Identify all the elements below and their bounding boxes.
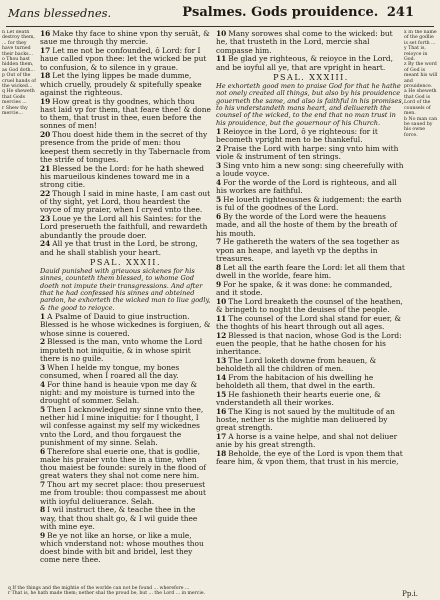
- right-text-body: [216, 30, 406, 578]
- verse-number: 17: [216, 432, 227, 442]
- verse-number: 4: [40, 379, 46, 389]
- psalm-argument: Dauid punished with grieuous sickenes for his sinnes, counteth them blessed, to whome God doeth not impute their transgressions. And after that he had confessed his sinnes and obteined pardon, he exhorteth the wicked man to liue godly, & the good to reioyce.: [40, 266, 211, 312]
- verse-text: Reioyce in the Lord, ô ye righteous: for it becometh vpright men to be thankeful.: [216, 127, 378, 145]
- verse-text: The counsel of the Lord shal stand for euer, & the thoghts of his heart through out all ages.: [216, 313, 401, 331]
- verse-number: 5: [40, 404, 46, 414]
- verse-number: 14: [216, 372, 227, 382]
- verse: [216, 238, 406, 263]
- verse-text: For the worde of the Lord is righteous, and all his workes are faithful.: [216, 178, 397, 196]
- verse-number: 5: [216, 195, 222, 205]
- footnote-line: q If the things and the mightie of the worlde can not be found ... wherefore ...: [8, 585, 190, 591]
- verse-number: 9: [40, 530, 46, 540]
- verse: [40, 364, 211, 381]
- verse-text: How great is thy goodnes, which thou hast laid vp for them, that feare thee! & done to them, that trust in thee, euen before the sonnes of men!: [40, 96, 211, 131]
- verse: [40, 481, 211, 506]
- verse: [216, 179, 406, 196]
- verse: [40, 532, 211, 565]
- verse-number: 17: [40, 46, 51, 55]
- verse: [40, 448, 211, 481]
- verse: [40, 338, 211, 363]
- verse-text: By the worde of the Lord were the heauens made, and all the hoste of them by the breath of his mouth.: [216, 212, 398, 238]
- margin-note: r Shew thy mercie...: [2, 105, 28, 117]
- verse: [40, 406, 211, 447]
- verse-text: For he spake, & it was done: he commanded, and it stode.: [216, 279, 393, 297]
- verse-text: He fashioneth their hearts euerie one, & vnderstandeth all their workes.: [216, 389, 381, 408]
- verse-number: 16: [40, 30, 51, 38]
- verse-number: 8: [216, 262, 222, 272]
- verse: [216, 264, 406, 281]
- page-number: 241: [386, 5, 414, 20]
- psalm-title: PSAL. XXXII.: [90, 257, 161, 267]
- verse-text: When I helde my tongue, my bones consumed, when I roared all the day.: [40, 362, 180, 380]
- verse-number: 15: [216, 389, 227, 399]
- running-head-left: Mans blessednes.: [8, 6, 112, 20]
- running-header: [8, 2, 432, 26]
- verse-number: 23: [40, 214, 51, 223]
- verse-text: Thou art my secret place: thou preseruest me from trouble: thou compassest me about with ioyful deliuerance. Selah.: [40, 480, 206, 506]
- verse-number: 21: [40, 163, 51, 173]
- margin-note: x In the name of the godlie is set forth ...: [404, 30, 437, 46]
- right-margin-notes: [404, 30, 438, 578]
- verse-number: 3: [216, 161, 222, 171]
- verse-text: Let all the earth feare the Lord: let all them that dwell in the worlde, feare him.: [216, 262, 405, 280]
- verse: [216, 332, 406, 357]
- verse-text: For thine hand is heauie vpon me day & night: and my moisture is turned into the drought of sommer. Selah.: [40, 379, 198, 406]
- verse-text: Beholde, the eye of the Lord is vpon them that feare him, & vpon them, that trust in his mercie,: [216, 449, 403, 467]
- verse-text: Though I said in mine haste, I am cast out of thy sight, yet Lord, thou heardest the voyce of my praier, when I cryed vnto thee.: [40, 188, 211, 215]
- verse: [216, 213, 406, 238]
- verse-text: A horse is a vaine helpe, and shal not deliuer anie by his great strength.: [216, 432, 398, 450]
- verse-number: 13: [216, 355, 227, 365]
- verse-number: 11: [216, 313, 227, 323]
- footnote-line: r That is, he hath made them; nether shal the proud be, but ... the Lord ... in mercie.: [8, 590, 205, 596]
- verse: [40, 381, 211, 406]
- verse-text: The King is not saued by the multitude of an hoste, nether is the mightie man deliuered by great strength.: [216, 406, 395, 433]
- verse-text: Blessed is that nacion, whose God is the Lord: euen the people, that he hathe chosen for his inheritance.: [216, 330, 402, 357]
- verse-number: 8: [40, 505, 46, 515]
- verse: [40, 313, 211, 338]
- verse: [216, 315, 406, 332]
- margin-note: z By the word of God is meant his will and prouidence.: [404, 62, 438, 90]
- verse-number: 9: [216, 279, 222, 289]
- verse-text: Praise the Lord with harpe: sing vnto him with viole & instrument of ten strings.: [216, 144, 399, 162]
- verse-text: Blessed is the man, vnto whome the Lord imputeth not iniquitie, & in whose spirit there is no guile.: [40, 337, 203, 363]
- header-rule: [6, 26, 434, 27]
- verse-number: 7: [40, 480, 46, 490]
- verse: [216, 128, 406, 145]
- verse-number: 10: [216, 30, 227, 38]
- verse-number: 18: [216, 449, 227, 459]
- verse-number: 16: [216, 406, 227, 416]
- verse: [40, 240, 211, 257]
- verse-number: 2: [40, 337, 46, 347]
- verse-number: 12: [216, 330, 227, 340]
- verse-text: From the habitacion of his dwelling he beholdeth all them, that dwel in the earth.: [216, 372, 376, 391]
- margin-note: b No man can be saued by his owne force.: [404, 116, 438, 138]
- verse: [216, 162, 406, 179]
- verse: [40, 30, 211, 47]
- verse-number: 6: [216, 212, 222, 222]
- verse-number: 1: [216, 127, 222, 137]
- verse-text: The Lord loketh downe from heauen, & beholdeth all the children of men.: [216, 355, 377, 374]
- verse: [40, 98, 211, 131]
- verse-number: 2: [216, 144, 222, 154]
- verse-text: Sing vnto him a new song: sing cheerefully with a loude voyce.: [216, 161, 404, 179]
- verse-text: Be ye not like an horse, or like a mule, which vnderstand not: whose mouthes thou doest binde with bit and bridel, lest they come nere thee.: [40, 530, 204, 565]
- margin-note: n Let death destroy them, ... for they have turned their backs...: [2, 30, 35, 57]
- right-column: [216, 30, 438, 578]
- verse: [216, 408, 406, 433]
- verse: [40, 165, 211, 190]
- verse: [216, 357, 406, 374]
- verse: [40, 47, 211, 72]
- verse-text: I wil instruct thee, & teache thee in the way, that thou shalt go, & I wil guide thee with mine eye.: [40, 505, 198, 531]
- verse-number: 4: [216, 178, 222, 188]
- verse-text: Loue ye the Lord all his Saintes: for the Lord preserueth the faithfull, and rewardeth abundantly the proude doer.: [40, 214, 208, 240]
- verse: [216, 391, 406, 408]
- signature-mark: Pp.i.: [402, 590, 418, 598]
- verse-number: 20: [40, 130, 51, 139]
- margin-note: y That is, reioyce in God.: [404, 46, 428, 63]
- verse-text: He gathereth the waters of the sea together as vpon an heape, and layeth vp the depths in treasures.: [216, 237, 400, 263]
- verse-number: 10: [216, 296, 227, 306]
- verse-text: Thou doest hide them in the secret of thy presence from the pride of men: thou keepest them secretly in thy Tabernacle from the strife of tongues.: [40, 130, 211, 164]
- left-column: [2, 30, 211, 578]
- verse-number: 7: [216, 237, 222, 247]
- margin-note: a He sheweth that God is Lord of the counsels of men.: [404, 89, 437, 117]
- left-text-body: [40, 30, 211, 578]
- running-head-title: Psalmes. Gods prouidence.: [182, 5, 379, 20]
- margin-note: q He sheweth that Gods mercies ...: [2, 89, 35, 106]
- verse-number: 6: [40, 446, 46, 456]
- verse-number: 22: [40, 188, 51, 198]
- verse-number: 19: [40, 96, 51, 106]
- verse: [40, 190, 211, 215]
- verse-text: Make thy face to shine vpon thy seruãt, & saue me through thy mercie.: [40, 30, 210, 47]
- verse-text: Therefore shal euerie one, that is godlie, make his praier vnto thee in a time, when thou maiest be founde: surely in the flood of great waters they shal not come nere him.: [40, 446, 207, 481]
- verse: [40, 506, 211, 531]
- verse-text: Many sorowes shal come to the wicked: but he, that trusteth in the Lord, mercie shal compasse him.: [216, 30, 393, 55]
- verse: [40, 131, 211, 164]
- verse-number: 1: [40, 312, 46, 322]
- verse-number: 24: [40, 239, 51, 249]
- psalm-title: PSAL. XXXIII.: [273, 72, 349, 82]
- verse-number: 11: [216, 54, 227, 64]
- verse: [216, 433, 406, 450]
- verse: [216, 145, 406, 162]
- verse-number: 3: [40, 362, 46, 372]
- verse: [216, 298, 406, 315]
- verse-number: 18: [40, 71, 51, 81]
- psalm-argument: He exhorteth good men to praise God for that he hathe not onely created all things, but also by his prouidence gouerneth the same, and also is faithful in his promises, to his vnderstandeth mans heart, and deliuereth the counsel of the wicked, to the end that no man trust in his prouidence, but the gouernour of his Church.: [216, 81, 404, 127]
- verse: [216, 281, 406, 298]
- footnotes: [8, 586, 432, 596]
- verse-text: Let me not be confounded, ô Lord: for I haue called vpon thee: let the wicked be put to confusion, & to silence in y graue.: [40, 46, 207, 72]
- verse-text: Blessed be the Lord: for he hath shewed his marueilous kindenes toward me in a strong citie.: [40, 163, 205, 189]
- verse-text: Then I acknowledged my sinne vnto thee, nether hid I mine iniquitie: for I thought, I wil confesse against my self my wickednes vnto the Lord, and thou forgauest the punishment of my sinne. Selah.: [40, 404, 204, 447]
- verse: [40, 215, 211, 240]
- verse-text: Let the lying lippes be made dumme, which cruelly, proudely & spitefully speake against the righteous.: [40, 71, 202, 97]
- verse: [216, 196, 406, 213]
- left-margin-notes: [2, 30, 36, 578]
- verse: [216, 30, 406, 55]
- verse-text: A Psalme of Dauid to giue instruction. Blessed is he whose wickednes is forgiuen, & whose sinne is couered.: [40, 312, 211, 338]
- verse: [216, 374, 406, 391]
- running-head-right: [182, 5, 414, 20]
- verse-text: He loueth righteousnes & iudgement: the earth is ful of the goodnes of the Lord.: [216, 195, 402, 213]
- verse-text: The Lord breaketh the counsel of the heathen, & bringeth to noght the deuises of the people.: [216, 296, 403, 314]
- margin-note: o Thou hast hidden them, as God doth...: [2, 57, 35, 73]
- verse: [216, 55, 406, 72]
- verse: [216, 450, 406, 467]
- verse: [40, 72, 211, 97]
- margin-note: p Out of the cruel hands of the wicked...: [2, 73, 36, 90]
- verse-text: All ye that trust in the Lord, be strong, and he shall stablish your heart.: [40, 239, 198, 257]
- verse-text: Be glad ye righteous, & reioyce in the Lord, and be ioyful all ye, that are vpright in heart.: [216, 54, 393, 72]
